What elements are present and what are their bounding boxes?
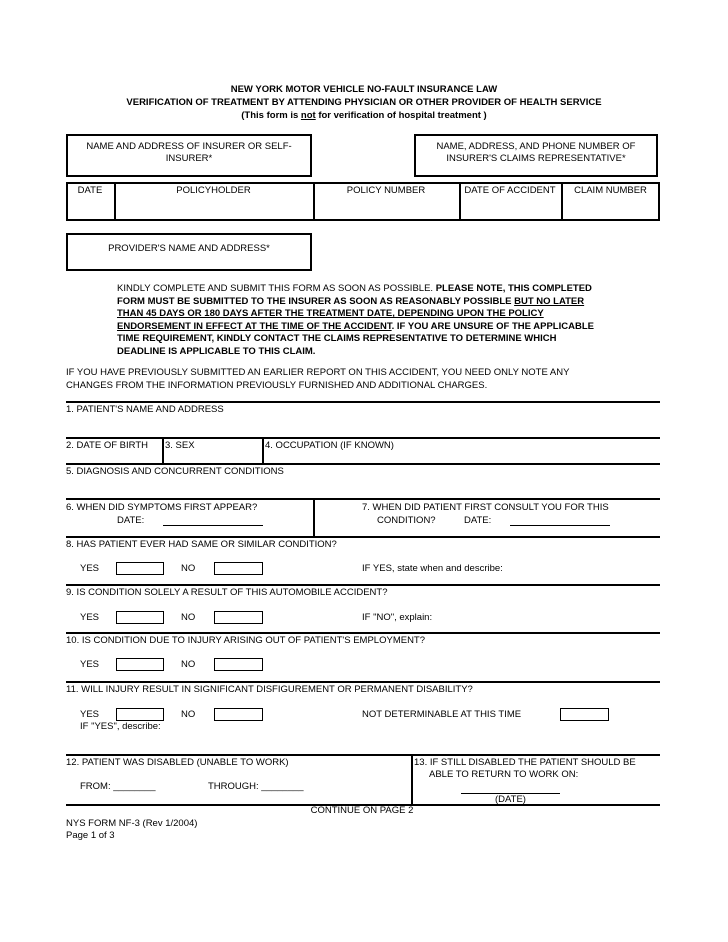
- notice-line: KINDLY COMPLETE AND SUBMIT THIS FORM AS SOON AS POSSIBLE. PLEASE NOTE, THIS COMPLETED: [117, 283, 592, 294]
- q11-nd-box[interactable]: [560, 708, 609, 721]
- policyholder-field[interactable]: POLICYHOLDER: [176, 185, 251, 196]
- notice-line: TIME REQUIREMENT, KINDLY CONTACT THE CLAIMS REPRESENTATIVE TO DETERMINE WHICH: [117, 333, 557, 344]
- form-subtitle: VERIFICATION OF TREATMENT BY ATTENDING PHYSICIAN OR OTHER PROVIDER OF HEALTH SERVICE: [126, 97, 602, 108]
- rule: [66, 681, 660, 683]
- q8-note: IF YES, state when and describe:: [362, 563, 503, 574]
- q10-no-label: NO: [181, 659, 196, 670]
- form-title: NEW YORK MOTOR VEHICLE NO-FAULT INSURANCE LAW: [230, 84, 498, 95]
- rule: [66, 584, 660, 586]
- claims-rep-label-1: NAME, ADDRESS, AND PHONE NUMBER OF: [436, 141, 636, 152]
- q2-label[interactable]: 2. DATE OF BIRTH: [66, 440, 148, 451]
- q11-label: 11. WILL INJURY RESULT IN SIGNIFICANT DISFIGUREMENT OR PERMANENT DISABILITY?: [66, 684, 473, 695]
- q8-label: 8. HAS PATIENT EVER HAD SAME OR SIMILAR CONDITION?: [66, 539, 337, 550]
- divider: [313, 498, 315, 536]
- q13-date-caption: (DATE): [495, 794, 526, 805]
- page-number: Page 1 of 3: [66, 830, 115, 841]
- q8-no-box[interactable]: [214, 562, 263, 575]
- q9-label: 9. IS CONDITION SOLELY A RESULT OF THIS AUTOMOBILE ACCIDENT?: [66, 587, 388, 598]
- insurer-label-1: NAME AND ADDRESS OF INSURER OR SELF-: [86, 141, 292, 152]
- divider: [262, 437, 264, 463]
- date-field[interactable]: DATE: [77, 185, 103, 196]
- notice-line: ENDORSEMENT IN EFFECT AT THE TIME OF THE ACCIDENT. IF YOU ARE UNSURE OF THE APPLICABLE: [117, 321, 594, 332]
- policy-number-field[interactable]: POLICY NUMBER: [346, 185, 426, 196]
- q7-label: 7. WHEN DID PATIENT FIRST CONSULT YOU FOR THIS: [362, 502, 609, 513]
- q7-date-label: DATE:: [464, 515, 492, 526]
- q11-no-box[interactable]: [214, 708, 263, 721]
- q8-yes-box[interactable]: [116, 562, 164, 575]
- provider-label: PROVIDER'S NAME AND ADDRESS*: [108, 243, 270, 254]
- notice-line: THAN 45 DAYS OR 180 DAYS AFTER THE TREATMENT DATE, DEPENDING UPON THE POLICY: [117, 308, 544, 319]
- q6-label: 6. WHEN DID SYMPTOMS FIRST APPEAR?: [66, 502, 258, 513]
- q13-label: 13. IF STILL DISABLED THE PATIENT SHOULD BE: [414, 757, 636, 768]
- continue-note: CONTINUE ON PAGE 2: [310, 805, 414, 816]
- q10-yes-box[interactable]: [116, 658, 164, 671]
- q9-yes-box[interactable]: [116, 611, 164, 624]
- q8-yes-label: YES: [80, 563, 100, 574]
- q11-yes-box[interactable]: [116, 708, 164, 721]
- prev-report-note: IF YOU HAVE PREVIOUSLY SUBMITTED AN EARLIER REPORT ON THIS ACCIDENT, YOU NEED ONLY NOTE ANY: [66, 367, 570, 378]
- rule: [66, 401, 660, 403]
- notice-line: FORM MUST BE SUBMITTED TO THE INSURER AS SOON AS REASONABLY POSSIBLE BUT NO LATER: [117, 296, 585, 307]
- q3-label[interactable]: 3. SEX: [165, 440, 195, 451]
- q5-label: 5. DIAGNOSIS AND CONCURRENT CONDITIONS: [66, 466, 284, 477]
- rule: [66, 437, 660, 439]
- q7-label-2: CONDITION?: [377, 515, 436, 526]
- q9-no-box[interactable]: [214, 611, 263, 624]
- form-note: (This form is not for verification of hospital treatment ): [241, 110, 487, 121]
- rule: [66, 463, 660, 465]
- insurer-label-2: INSURER*: [165, 153, 213, 164]
- divider: [411, 754, 413, 804]
- divider: [162, 437, 164, 463]
- q10-label: 10. IS CONDITION DUE TO INJURY ARISING OUT OF PATIENT'S EMPLOYMENT?: [66, 635, 426, 646]
- notice-line: DEADLINE IS APPLICABLE TO THIS CLAIM.: [117, 346, 316, 357]
- prev-report-note: CHANGES FROM THE INFORMATION PREVIOUSLY FURNISHED AND ADDITIONAL CHARGES.: [66, 380, 488, 391]
- q9-yes-label: YES: [80, 612, 100, 623]
- claim-number-field[interactable]: CLAIM NUMBER: [574, 185, 647, 196]
- q4-label[interactable]: 4. OCCUPATION (IF KNOWN): [265, 440, 394, 451]
- q12-from[interactable]: FROM: ________: [80, 781, 156, 792]
- q9-note: IF "NO", explain:: [362, 612, 433, 623]
- q10-no-box[interactable]: [214, 658, 263, 671]
- date-of-accident-field[interactable]: DATE OF ACCIDENT: [464, 185, 556, 196]
- q12-through[interactable]: THROUGH: ________: [208, 781, 304, 792]
- q11-no-label: NO: [181, 709, 196, 720]
- q11-yes-label: YES: [80, 709, 100, 720]
- form-number: NYS FORM NF-3 (Rev 1/2004): [66, 818, 198, 829]
- q11-nd-label: NOT DETERMINABLE AT THIS TIME: [362, 709, 522, 720]
- q12-label: 12. PATIENT WAS DISABLED (UNABLE TO WORK): [66, 757, 289, 768]
- q6-date-line[interactable]: [163, 525, 263, 526]
- rule: [66, 754, 660, 756]
- rule: [66, 536, 660, 538]
- q10-yes-label: YES: [80, 659, 100, 670]
- q7-date-line[interactable]: [510, 525, 610, 526]
- rule: [66, 632, 660, 634]
- q1-label: 1. PATIENT'S NAME AND ADDRESS: [66, 404, 224, 415]
- q6-date-label: DATE:: [117, 515, 145, 526]
- q8-no-label: NO: [181, 563, 196, 574]
- rule: [66, 498, 660, 500]
- q11-describe-label: IF "YES", describe:: [80, 721, 161, 732]
- q13-label-2: ABLE TO RETURN TO WORK ON:: [429, 769, 579, 780]
- claims-rep-label-2: INSURER'S CLAIMS REPRESENTATIVE*: [446, 153, 626, 164]
- q9-no-label: NO: [181, 612, 196, 623]
